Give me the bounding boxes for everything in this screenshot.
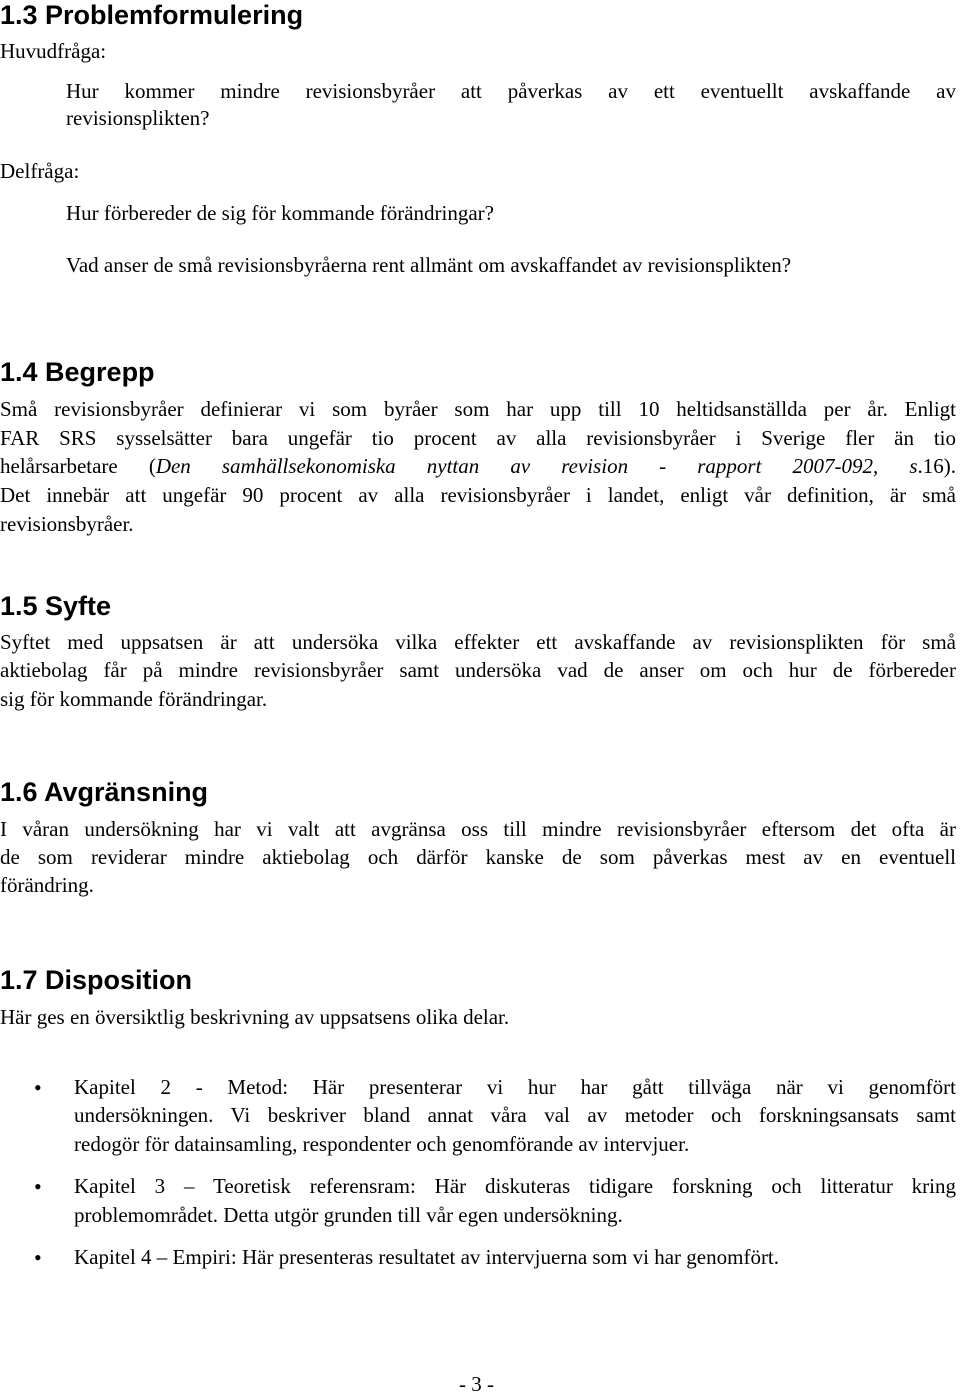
section-heading-problemformulering: 1.3 Problemformulering (0, 0, 304, 30)
avgransning-line-3: förändring. (0, 873, 94, 897)
section-heading-disposition: 1.7 Disposition (0, 965, 193, 995)
report-title: Den samhällsekonomiska nyttan av revision - rapport (155, 454, 762, 478)
syfte-line-3: sig för kommande förändringar. (0, 687, 268, 711)
sub-question-2: Vad anser de små revisionsbyråerna rent allmänt om avskaffandet av revisionsplikten? (66, 253, 792, 277)
report-number: 2007-092, s (792, 454, 918, 478)
begrepp-line-3 (0, 452, 956, 481)
begrepp-line-2: FAR SRS sysselsätter bara ungefär tio procent av alla revisionsbyråer i Sverige fler än tio (0, 426, 956, 450)
section-heading-syfte: 1.5 Syfte (0, 591, 112, 621)
main-question-label: Huvudfråga: (0, 39, 107, 63)
section-heading-avgransning: 1.6 Avgränsning (0, 777, 209, 807)
disposition-item-1-line-2: undersökningen. Vi beskriver bland annat våra val av metoder och forskningsansats samt (74, 1103, 956, 1127)
begrepp-line-4: Det innebär att ungefär 90 procent av alla revisionsbyråer i landet, enligt vår definition, är små (0, 483, 956, 507)
disposition-item-1-line-3: redogör för datainsamling, respondenter och genomförande av intervjuer. (74, 1132, 690, 1156)
disposition-item-3-line-1: Kapitel 4 – Empiri: Här presenteras resultatet av intervjuerna som vi har genomfört. (74, 1245, 780, 1269)
main-question-line-1: Hur kommer mindre revisionsbyråer att påverkas av ett eventuellt avskaffande av (66, 79, 956, 103)
disposition-item-1-line-1: Kapitel 2 - Metod: Här presenterar vi hur har gått tillväga när vi genomfört (74, 1075, 956, 1099)
syfte-line-1: Syftet med uppsatsen är att undersöka vilka effekter ett avskaffande av revisionsplikten för små (0, 630, 956, 654)
avgransning-line-1: I våran undersökning har vi valt att avgränsa oss till mindre revisionsbyråer eftersom det ofta är (0, 817, 956, 841)
page-number: - 3 - (459, 1372, 494, 1396)
disposition-item-2-line-2: problemområdet. Detta utgör grunden till vår egen undersökning. (74, 1203, 623, 1227)
sub-question-label: Delfråga: (0, 159, 80, 183)
section-heading-begrepp: 1.4 Begrepp (0, 357, 155, 387)
disposition-item-2-line-1: Kapitel 3 – Teoretisk referensram: Här diskuteras tidigare forskning och litteratur kring (74, 1174, 956, 1198)
begrepp-line-1: Små revisionsbyråer definierar vi som byråer som har upp till 10 heltidsanställda per år. Enligt (0, 397, 956, 421)
bullet-icon: • (34, 1075, 42, 1100)
sub-question-1: Hur förbereder de sig för kommande förändringar? (66, 201, 494, 225)
disposition-intro: Här ges en översiktlig beskrivning av uppsatsens olika delar. (0, 1005, 510, 1029)
bullet-icon: • (34, 1174, 42, 1199)
begrepp-line-5: revisionsbyråer. (0, 512, 134, 536)
bullet-icon: • (34, 1245, 42, 1270)
main-question-line-2: revisionsplikten? (66, 106, 210, 130)
avgransning-line-2: de som reviderar mindre aktiebolag och därför kanske de som påverkas mest av en eventuell (0, 845, 956, 869)
begrepp-line-3-text: helårsarbetare (Den samhällsekonomiska nyttan av revision - rapport 2007-092, s.16). (0, 454, 956, 478)
syfte-line-2: aktiebolag får på mindre revisionsbyråer samt undersöka vad de anser om och hur de förbereder (0, 658, 956, 682)
